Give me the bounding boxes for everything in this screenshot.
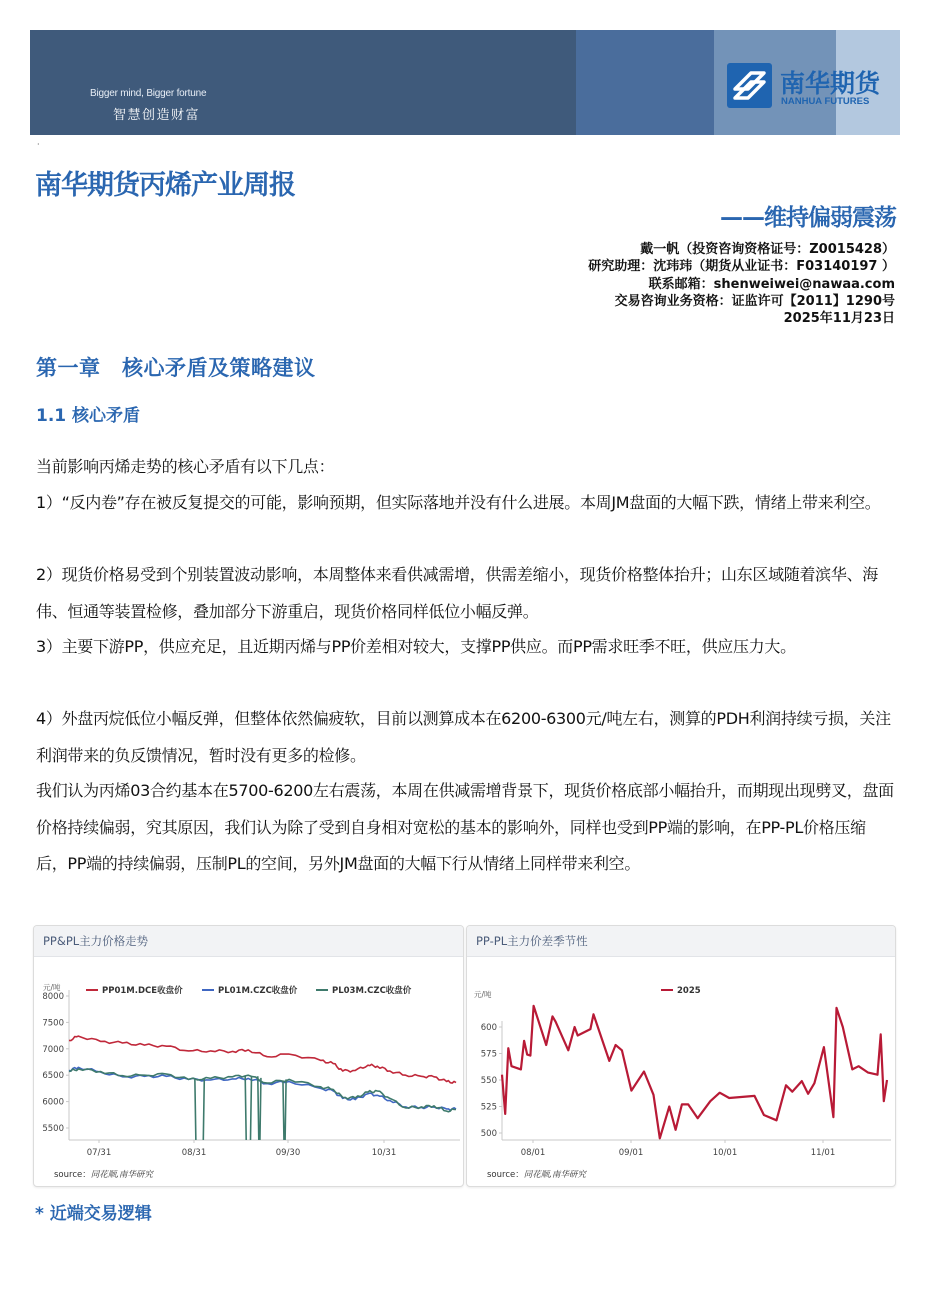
body-point: 2）现货价格易受到个别装置波动影响，本周整体来看供减需增，供需差缩小，现货价格整体抬升；山东区域随着滨华、海伟、恒通等装置检修，叠加部分下游重启，现货价格同样低位小幅反弹。 [36,565,878,621]
chapter-heading: 第一章 核心矛盾及策略建议 [36,356,316,380]
header-banner [30,30,900,135]
company-logo [727,61,897,111]
y-tick-label: 8000 [42,992,64,1002]
banner-band [576,30,714,135]
license-line: 交易咨询业务资格：证监许可【2011】1290号 [614,293,895,309]
x-tick-label: 08/01 [520,1148,546,1158]
x-tick-label: 10/01 [712,1148,738,1158]
logo-text-chinese: 南华期货 [780,69,881,98]
series-gap [195,1078,204,1140]
logo-mark-icon [727,63,772,108]
series-gap [245,1076,251,1140]
y-axis-unit: 元/吨 [474,990,492,999]
y-tick-label: 7500 [42,1018,64,1029]
body-point: 3）主要下游PP，供应充足，且近期丙烯与PP价差相对较大，支撑PP供应。而PP需求旺季不旺，供应压力大。 [36,637,796,656]
x-tick-label: 10/31 [371,1148,397,1158]
body-point: 4）外盘丙烷低位小幅反弹，但整体依然偏疲软，目前以测算成本在6200-6300元/吨左右，测算的PDH利润持续亏损，关注利润带来的负反馈情况，暂时没有更多的检修。 [36,709,891,765]
y-tick-label: 7000 [42,1044,64,1055]
legend-label: PL01M.CZC收盘价 [218,986,298,996]
x-tick-label: 09/30 [275,1148,301,1158]
y-tick-label: 550 [480,1076,497,1086]
report-date: 2025年11月23日 [783,311,895,327]
legend-label: PL03M.CZC收盘价 [332,986,412,996]
report-subtitle: ——维持偏弱震荡 [720,205,896,231]
x-tick-label: 07/31 [86,1148,112,1158]
x-tick-label: 11/01 [810,1148,836,1158]
slogan-english: Bigger mind, Bigger fortune [90,88,207,99]
series-gap [258,1076,261,1140]
chart-title: PP&PL主力价格走势 [34,926,463,957]
report-title: 南华期货丙烯产业周报 [35,170,295,201]
logo-text-english: NANHUA FUTURES [781,96,870,107]
chart-pp-pl-price-trend [33,925,464,1187]
body-point: 1）“反内卷”存在被反复提交的可能，影响预期，但实际落地并没有什么进展。本周JM盘面的大幅下跌，情绪上带来利空。 [36,493,881,512]
line-chart [467,926,896,1187]
y-tick-label: 6000 [42,1097,64,1108]
chart-source: source：同花顺,南华研究 [487,1170,586,1180]
y-axis-unit: 元/吨 [43,983,61,992]
legend-label: PP01M.DCE收盘价 [102,986,183,996]
line-chart [34,926,464,1187]
series-gap [283,1079,286,1140]
y-tick-label: 5500 [42,1124,64,1134]
author-info [588,241,895,327]
next-section-heading: * 近端交易逻辑 [35,1204,152,1224]
y-tick-label: 575 [480,1049,497,1060]
contact-email: 联系邮箱：shenweiwei@nawaa.com [648,276,895,292]
y-tick-label: 600 [480,1023,497,1033]
section-heading: 1.1 核心矛盾 [36,406,141,426]
body-intro: 当前影响丙烯走势的核心矛盾有以下几点： [36,457,335,476]
series-line [69,1069,456,1112]
series-line [502,1006,887,1139]
page-marker: · [37,140,40,149]
chart-pp-pl-spread-seasonality [466,925,896,1187]
chart-title: PP-PL主力价差季节性 [467,926,895,957]
author-line: 戴一帆（投资咨询资格证号：Z0015428） [640,242,895,257]
chart-source: source：同花顺,南华研究 [54,1170,153,1180]
x-tick-label: 08/31 [181,1148,207,1158]
body-conclusion: 我们认为丙烯03合约基本在5700-6200左右震荡，本周在供减需增背景下，现货价格底部小幅抬升，而期现出现劈叉，盘面价格持续偏弱，究其原因，我们认为除了受到自身相对宽松的基本的影响外，同样也受到PP端的影响，在PP-PL价格压缩后，PP端的持续偏弱，压制PL的空间，另外JM盘面的大幅下行从情绪上同样带来利空。 [36,781,894,873]
x-tick-label: 09/01 [618,1148,644,1158]
y-tick-label: 525 [480,1102,497,1113]
author-line: 研究助理：沈玮玮（期货从业证书：F03140197 ） [588,259,895,275]
y-tick-label: 6500 [42,1071,64,1082]
y-tick-label: 500 [480,1129,497,1139]
slogan-chinese: 智慧创造财富 [113,108,201,123]
legend-label: 2025 [677,986,701,996]
